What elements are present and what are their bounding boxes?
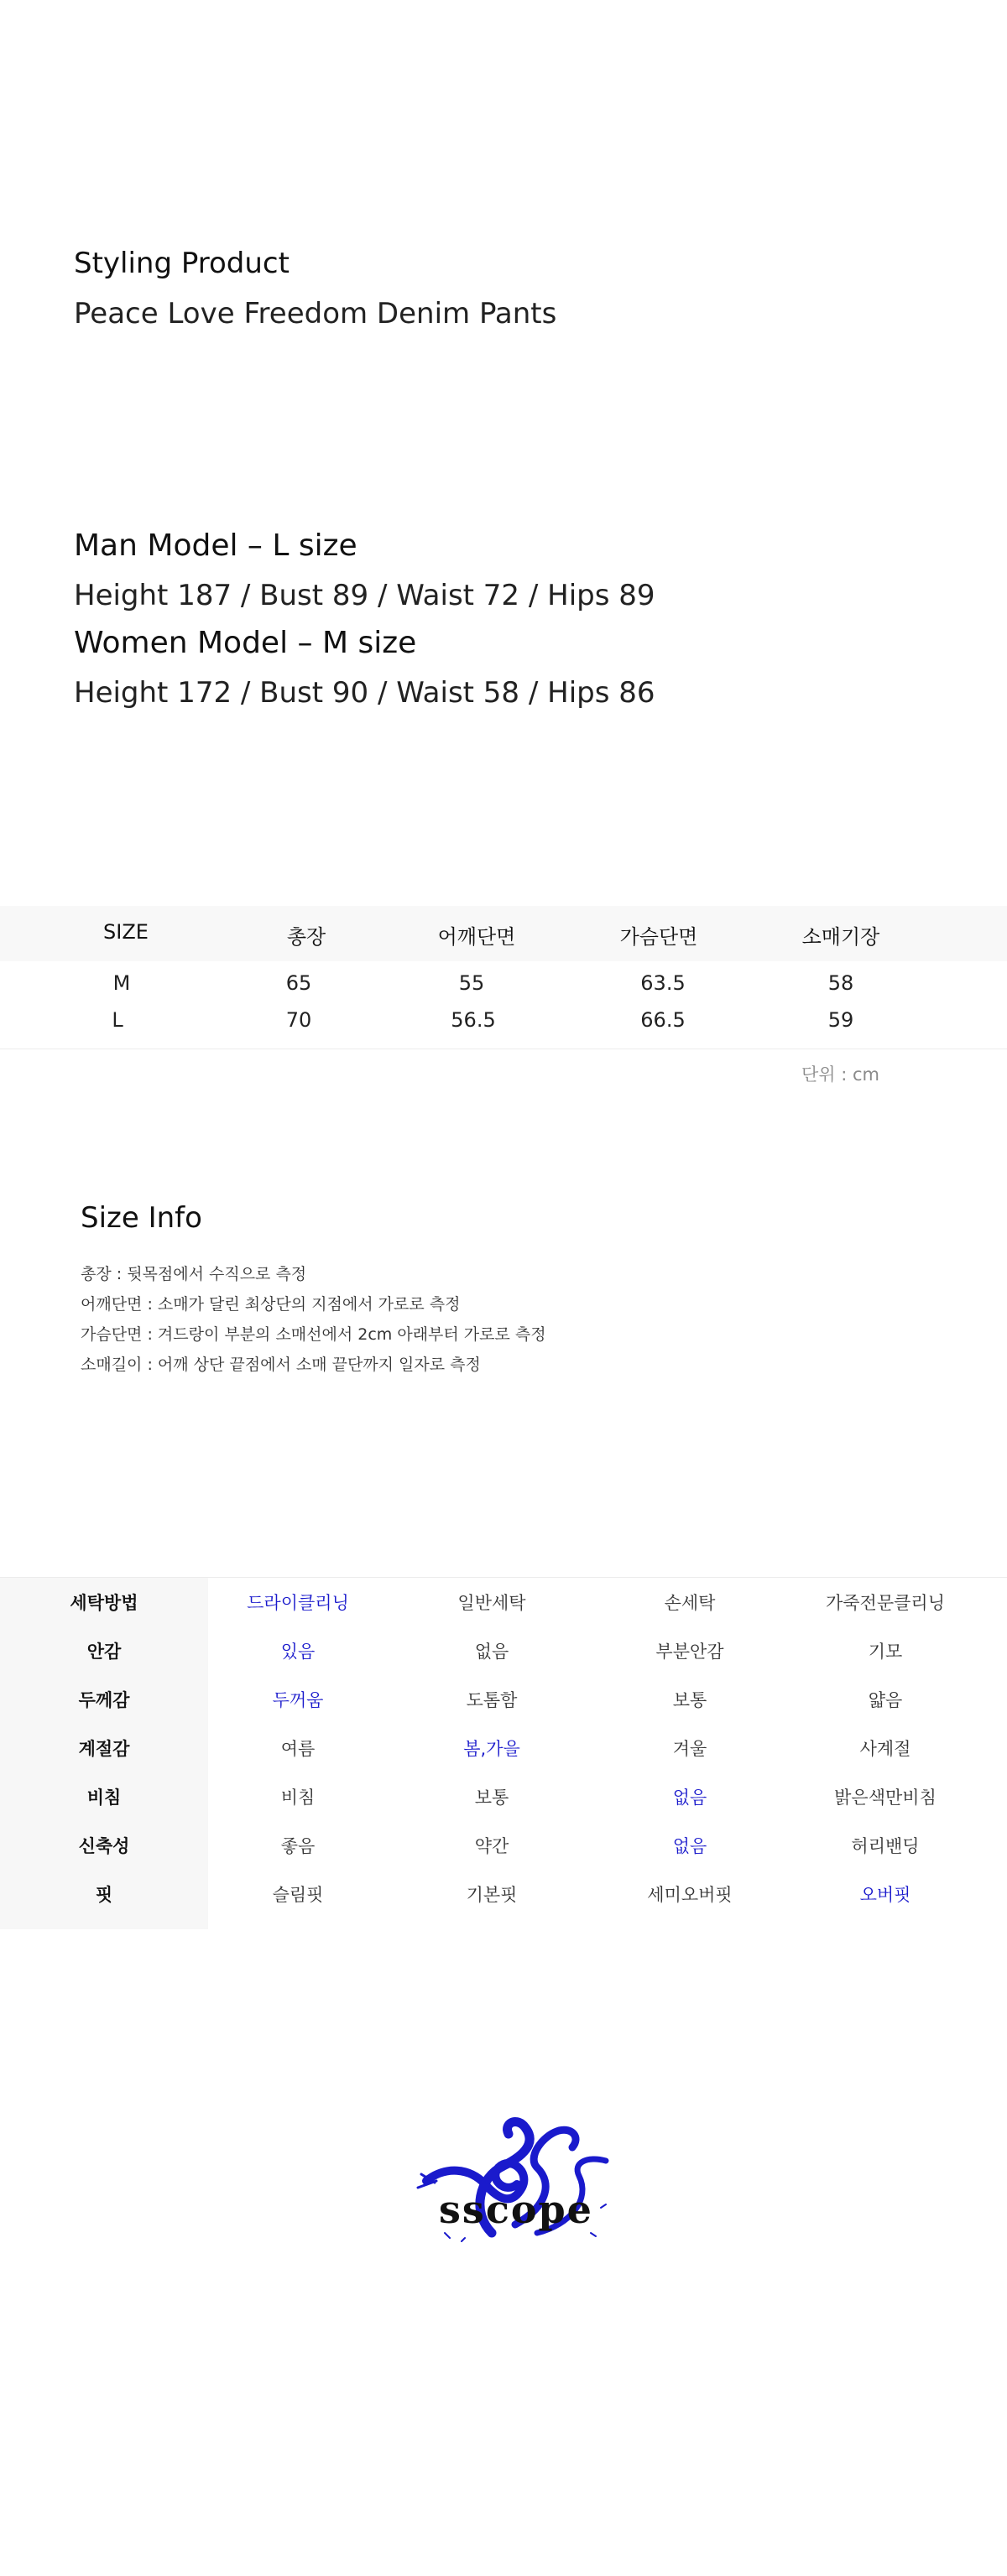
size-info-line: 가슴단면 : 겨드랑이 부분의 소매선에서 2cm 아래부터 가로로 측정	[81, 1325, 546, 1344]
care-option-selected: 드라이클리닝	[247, 1593, 349, 1613]
man-model-measurements: Height 187 / Bust 89 / Waist 72 / Hips 89	[74, 579, 655, 612]
care-option: 밝은색만비침	[834, 1788, 937, 1808]
care-row-label: 세탁방법	[70, 1593, 138, 1613]
care-option: 얇음	[868, 1690, 903, 1710]
care-row	[0, 1579, 1007, 1627]
logo-wordmark: sscope	[439, 2187, 593, 2232]
sscope-logo-graphic	[411, 2107, 621, 2266]
care-option-selected: 없음	[672, 1836, 707, 1856]
care-option: 보통	[474, 1788, 509, 1808]
care-option: 허리밴딩	[851, 1836, 920, 1856]
care-option: 슬림핏	[272, 1885, 324, 1905]
care-option: 약간	[474, 1836, 509, 1856]
size-table	[0, 0, 1007, 1090]
care-row	[0, 1871, 1007, 1919]
care-option-selected: 오버핏	[859, 1885, 911, 1905]
care-option-selected: 있음	[280, 1642, 316, 1662]
size-info-line: 어깨단면 : 소매가 달린 최상단의 지점에서 가로로 측정	[81, 1295, 461, 1314]
care-option: 사계절	[859, 1739, 911, 1759]
care-row	[0, 1773, 1007, 1822]
care-row	[0, 1822, 1007, 1871]
women-model-title: Women Model – M size	[74, 626, 417, 660]
care-option-selected: 없음	[672, 1788, 707, 1808]
size-info-title: Size Info	[81, 1201, 202, 1235]
man-model-title: Man Model – L size	[74, 528, 357, 563]
care-option: 겨울	[672, 1739, 707, 1759]
brand-logo	[411, 2107, 621, 2266]
care-option: 기본핏	[466, 1885, 518, 1905]
care-row-label: 두께감	[78, 1690, 130, 1710]
care-option: 기모	[868, 1642, 903, 1662]
length-header: 총장	[286, 925, 326, 949]
care-option-selected: 두꺼움	[272, 1690, 324, 1710]
care-option: 없음	[474, 1642, 509, 1662]
size-m-chest: 63.5	[640, 971, 686, 995]
care-option-selected: 봄,가을	[463, 1739, 520, 1759]
care-option: 좋음	[280, 1836, 316, 1856]
care-option: 세미오버핏	[647, 1885, 733, 1905]
size-l-shoulder: 56.5	[451, 1008, 496, 1032]
size-m-sleeve: 58	[827, 971, 854, 995]
size-m-shoulder: 55	[458, 971, 485, 995]
care-option: 보통	[672, 1690, 707, 1710]
care-row-label: 핏	[95, 1885, 113, 1905]
care-row	[0, 1627, 1007, 1676]
care-row-label: 계절감	[78, 1739, 130, 1759]
care-option: 손세탁	[664, 1593, 716, 1613]
care-row-label: 신축성	[78, 1836, 130, 1856]
women-model-measurements: Height 172 / Bust 90 / Waist 58 / Hips 86	[74, 676, 655, 710]
shoulder-header: 어깨단면	[437, 925, 516, 949]
care-option: 여름	[280, 1739, 316, 1759]
care-option: 도톰함	[466, 1690, 518, 1710]
styling-title: Styling Product	[74, 247, 290, 280]
size-header: SIZE	[103, 920, 149, 944]
care-row	[0, 1676, 1007, 1725]
care-option: 비침	[280, 1788, 316, 1808]
care-row	[0, 1725, 1007, 1773]
care-option: 가죽전문클리닝	[825, 1593, 945, 1613]
size-m-length: 65	[285, 971, 312, 995]
size-l: L	[112, 1008, 123, 1032]
unit-note: 단위 : cm	[801, 1064, 880, 1085]
styling-product-name: Peace Love Freedom Denim Pants	[74, 297, 557, 330]
sleeve-header: 소매기장	[801, 925, 880, 949]
care-option: 일반세탁	[457, 1593, 526, 1613]
size-l-chest: 66.5	[640, 1008, 686, 1032]
chest-header: 가슴단면	[619, 925, 698, 949]
care-row-label: 안감	[86, 1642, 122, 1662]
size-m: M	[112, 971, 131, 995]
care-table	[0, 1577, 1007, 1929]
care-option: 부분안감	[655, 1642, 724, 1662]
size-l-length: 70	[285, 1008, 312, 1032]
size-l-sleeve: 59	[827, 1008, 854, 1032]
care-row-label: 비침	[86, 1788, 122, 1808]
size-info-line: 소매길이 : 어깨 상단 끝점에서 소매 끝단까지 일자로 측정	[81, 1356, 481, 1374]
size-info-line: 총장 : 뒷목점에서 수직으로 측정	[81, 1265, 307, 1283]
